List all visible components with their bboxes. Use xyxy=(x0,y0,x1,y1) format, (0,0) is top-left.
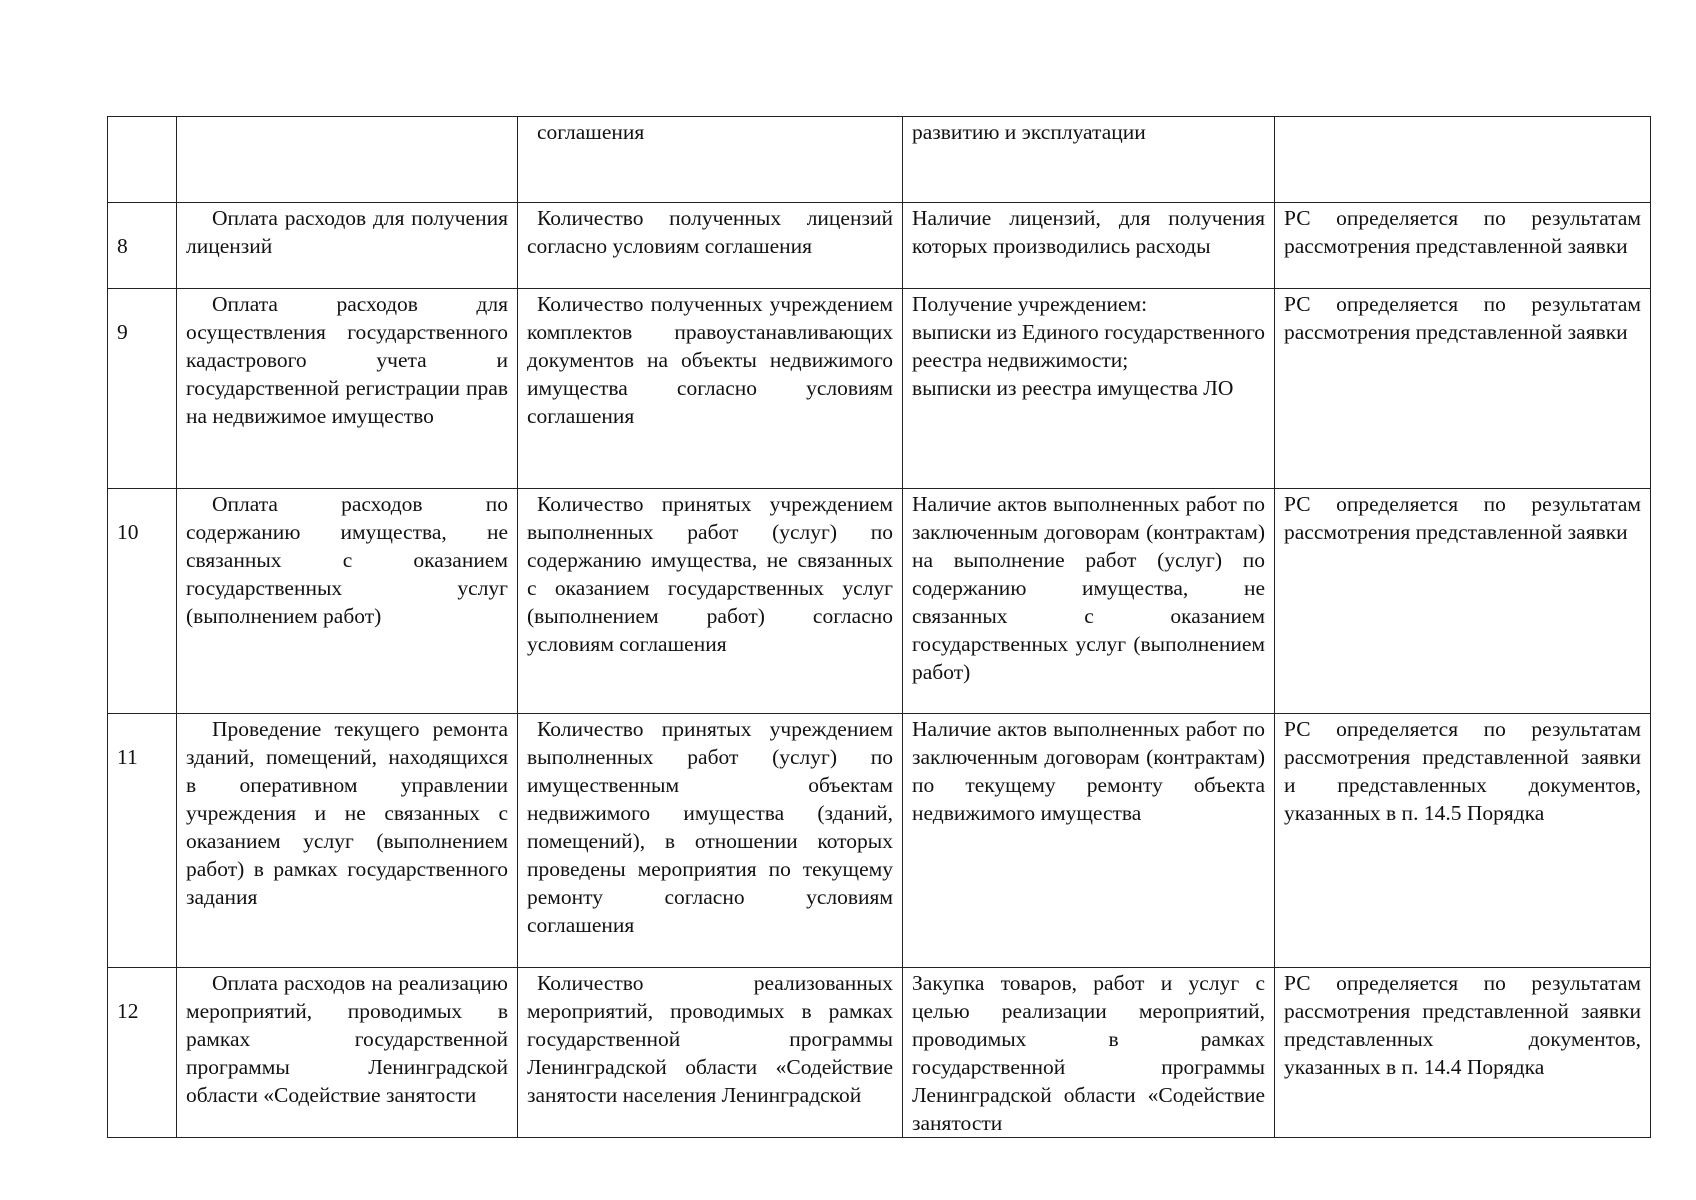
cell-expense: Проведение текущего ремонта зданий, помещений, находящихся в оперативном управлении учреждения и не связанных с оказанием услуг (выполнением работ) в рамках государственного задания xyxy=(177,714,518,968)
cell-confirmation: Наличие актов выполненных работ по заключенным договорам (контрактам) по текущему ремонту объекта недвижимого имущества xyxy=(903,714,1275,968)
confirmation-line: Получение учреждением: xyxy=(912,292,1148,316)
cell-result: Количество полученных лицензий согласно условиям соглашения xyxy=(518,203,903,289)
table-row xyxy=(108,289,1651,489)
cell-method xyxy=(1275,117,1651,203)
cell-number xyxy=(108,117,177,203)
cell-result: соглашения xyxy=(518,117,903,203)
cell-number: 10 xyxy=(108,489,177,714)
cell-confirmation xyxy=(903,289,1275,489)
cell-result: Количество полученных учреждением комплектов правоустанавливающих документов на объекты недвижимого имущества согласно условиям соглашения xyxy=(518,289,903,489)
cell-confirmation: Наличие лицензий, для получения которых производились расходы xyxy=(903,203,1275,289)
confirmation-line: выписки из Единого государственного реестра недвижимости; xyxy=(912,320,1265,372)
cell-number: 11 xyxy=(108,714,177,968)
cell-confirmation: Наличие актов выполненных работ по заключенным договорам (контрактам) на выполнение работ (услуг) по содержанию имущества, не связанных с оказанием государственных услуг (выполнением работ) xyxy=(903,489,1275,714)
cell-expense xyxy=(177,117,518,203)
cell-method: РС определяется по результатам рассмотрения представленной заявки представленных документов, указанных в п. 14.4 Порядка xyxy=(1275,968,1651,1138)
cell-expense: Оплата расходов для получения лицензий xyxy=(177,203,518,289)
cell-method: РС определяется по результатам рассмотрения представленной заявки и представленных документов, указанных в п. 14.5 Порядка xyxy=(1275,714,1651,968)
cell-expense: Оплата расходов по содержанию имущества, не связанных с оказанием государственных услуг (выполнением работ) xyxy=(177,489,518,714)
confirmation-line: выписки из реестра имущества ЛО xyxy=(912,376,1234,400)
cell-expense: Оплата расходов для осуществления государственного кадастрового учета и государственной регистрации прав на недвижимое имущество xyxy=(177,289,518,489)
cell-result: Количество принятых учреждением выполненных работ (услуг) по имущественным объектам недвижимого имущества (зданий, помещений), в отношении которых проведены мероприятия по текущему ремонту согласно условиям соглашения xyxy=(518,714,903,968)
criteria-table xyxy=(107,116,1651,1138)
cell-number: 8 xyxy=(108,203,177,289)
cell-result: Количество принятых учреждением выполненных работ (услуг) по содержанию имущества, не связанных с оказанием государственных услуг (выполнением работ) согласно условиям соглашения xyxy=(518,489,903,714)
cell-expense: Оплата расходов на реализацию мероприятий, проводимых в рамках государственной программы Ленинградской области «Содействие занятости xyxy=(177,968,518,1138)
cell-number: 9 xyxy=(108,289,177,489)
table-row-continued xyxy=(108,117,1651,203)
cell-confirmation: развитию и эксплуатации xyxy=(903,117,1275,203)
cell-result: Количество реализованных мероприятий, проводимых в рамках государственной программы Ленинградской области «Содействие занятости населения Ленинградской xyxy=(518,968,903,1138)
cell-method: РС определяется по результатам рассмотрения представленной заявки xyxy=(1275,203,1651,289)
cell-confirmation: Закупка товаров, работ и услуг с целью реализации мероприятий, проводимых в рамках государственной программы Ленинградской области «Содействие занятости xyxy=(903,968,1275,1138)
table-row xyxy=(108,968,1651,1138)
cell-method: РС определяется по результатам рассмотрения представленной заявки xyxy=(1275,489,1651,714)
table-row xyxy=(108,203,1651,289)
table-row xyxy=(108,489,1651,714)
table-row xyxy=(108,714,1651,968)
cell-number: 12 xyxy=(108,968,177,1138)
cell-method: РС определяется по результатам рассмотрения представленной заявки xyxy=(1275,289,1651,489)
